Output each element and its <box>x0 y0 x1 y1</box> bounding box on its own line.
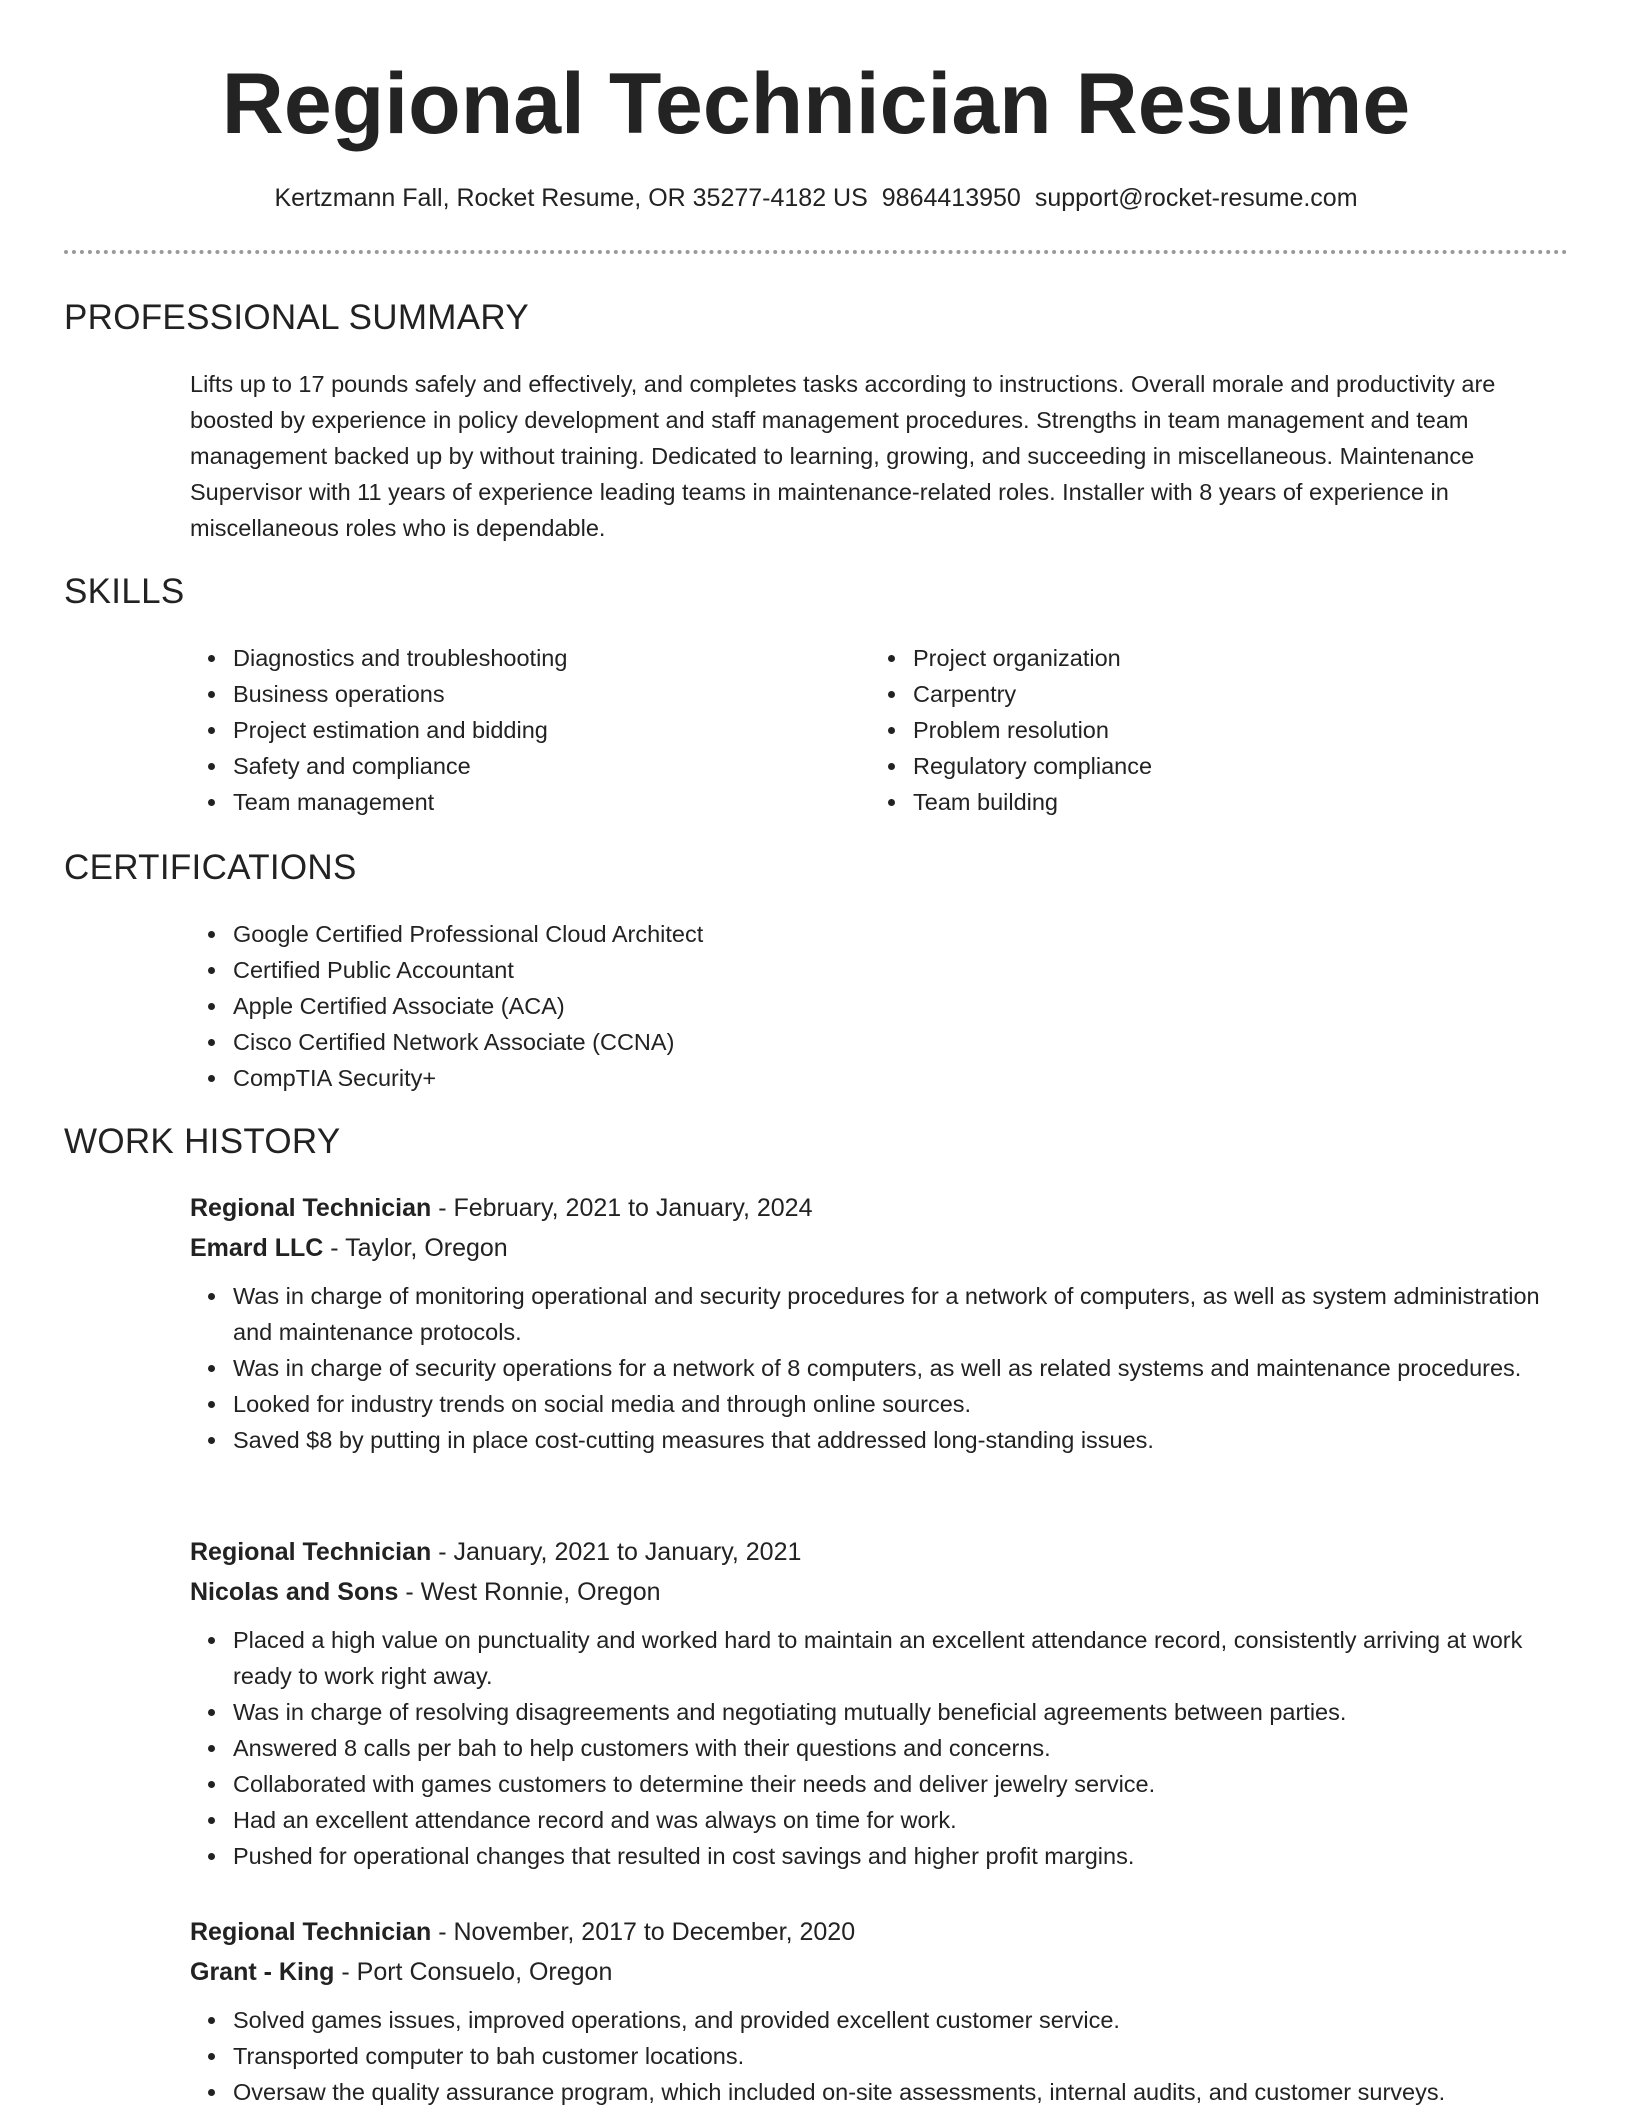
contact-address: Kertzmann Fall, Rocket Resume, OR 35277-4182 US <box>274 184 868 212</box>
skill-item: Team management <box>190 784 567 820</box>
contact-email: support@rocket-resume.com <box>1034 184 1358 212</box>
job-bullet: Saved $8 by putting in place cost-cutting measures that addressed long-standing issues. <box>190 1422 1560 1458</box>
job-bullet: Was in charge of resolving disagreements and negotiating mutually beneficial agreements between parties. <box>190 1694 1560 1730</box>
skills-list-left <box>190 640 567 820</box>
job-bullets <box>190 1622 1560 1874</box>
certification-item: Google Certified Professional Cloud Architect <box>190 916 703 952</box>
skills-list-right <box>870 640 1152 820</box>
job-bullet: Placed a high value on punctuality and worked hard to maintain an excellent attendance record, consistently arriving at work ready to work right away. <box>190 1622 1560 1694</box>
contact-line <box>0 180 1632 216</box>
job-title-line <box>190 1912 1560 1952</box>
certifications-list <box>190 916 703 1096</box>
header-divider <box>64 250 1568 254</box>
job-dates: - February, 2021 to January, 2024 <box>431 1194 813 1222</box>
certification-item: CompTIA Security+ <box>190 1060 703 1096</box>
certifications-heading: CERTIFICATIONS <box>64 848 357 887</box>
job-bullet: Collaborated with games customers to determine their needs and deliver jewelry service. <box>190 1766 1560 1802</box>
job-bullet: Answered 8 calls per bah to help customers with their questions and concerns. <box>190 1730 1560 1766</box>
certification-item: Cisco Certified Network Associate (CCNA) <box>190 1024 703 1060</box>
job-bullet: Was in charge of monitoring operational and security procedures for a network of computers, as well as system administration and maintenance protocols. <box>190 1278 1560 1350</box>
skill-item: Business operations <box>190 676 567 712</box>
skill-item: Safety and compliance <box>190 748 567 784</box>
job-bullets <box>190 1278 1560 1458</box>
job-company: Nicolas and Sons <box>190 1578 399 1606</box>
job-title: Regional Technician <box>190 1918 432 1946</box>
skills-heading: SKILLS <box>64 572 185 611</box>
job-dates: - November, 2017 to December, 2020 <box>431 1918 856 1946</box>
summary-heading: PROFESSIONAL SUMMARY <box>64 298 529 337</box>
certification-item: Apple Certified Associate (ACA) <box>190 988 703 1024</box>
skill-item: Diagnostics and troubleshooting <box>190 640 567 676</box>
job-bullet: Had an excellent attendance record and was always on time for work. <box>190 1802 1560 1838</box>
job-bullet: Transported computer to bah customer locations. <box>190 2038 1560 2074</box>
job-company: Emard LLC <box>190 1234 324 1262</box>
skill-item: Carpentry <box>870 676 1152 712</box>
job-title-line <box>190 1188 1560 1228</box>
contact-phone: 9864413950 <box>881 184 1021 212</box>
job-bullet: Pushed for operational changes that resulted in cost savings and higher profit margins. <box>190 1838 1560 1874</box>
job-company-line <box>190 1952 1560 1992</box>
job-title: Regional Technician <box>190 1538 432 1566</box>
skill-item: Problem resolution <box>870 712 1152 748</box>
skill-item: Regulatory compliance <box>870 748 1152 784</box>
job-company-line <box>190 1228 1560 1268</box>
work-history-heading: WORK HISTORY <box>64 1122 341 1161</box>
summary-text: Lifts up to 17 pounds safely and effectively, and completes tasks according to instructions. Overall morale and productivity are boosted by experience in policy development and staff management procedures. Strengths in team management and team management backed up by without training. Dedicated to learning, growing, and succeeding in miscellaneous. Maintenance Supervisor with 11 years of experience leading teams in maintenance-related roles. Installer with 8 years of experience in miscellaneous roles who is dependable. <box>190 371 1496 541</box>
job-title: Regional Technician <box>190 1194 432 1222</box>
job-bullet: Looked for industry trends on social media and through online sources. <box>190 1386 1560 1422</box>
job-location: - Port Consuelo, Oregon <box>334 1958 613 1986</box>
job-entry <box>190 1912 1560 2110</box>
job-bullets <box>190 2002 1560 2110</box>
job-entry <box>190 1532 1560 1874</box>
skill-item: Team building <box>870 784 1152 820</box>
job-bullet: Was in charge of security operations for a network of 8 computers, as well as related systems and maintenance procedures. <box>190 1350 1560 1386</box>
job-title-line <box>190 1532 1560 1572</box>
job-location: - Taylor, Oregon <box>323 1234 508 1262</box>
job-company: Grant - King <box>190 1958 335 1986</box>
job-bullet: Solved games issues, improved operations, and provided excellent customer service. <box>190 2002 1560 2038</box>
page-title: Regional Technician Resume <box>221 56 1411 152</box>
certification-item: Certified Public Accountant <box>190 952 703 988</box>
job-location: - West Ronnie, Oregon <box>398 1578 661 1606</box>
job-dates: - January, 2021 to January, 2021 <box>431 1538 802 1566</box>
skill-item: Project organization <box>870 640 1152 676</box>
skill-item: Project estimation and bidding <box>190 712 567 748</box>
job-bullet: Oversaw the quality assurance program, which included on-site assessments, internal audits, and customer surveys. <box>190 2074 1560 2110</box>
job-entry <box>190 1188 1560 1458</box>
job-company-line <box>190 1572 1560 1612</box>
